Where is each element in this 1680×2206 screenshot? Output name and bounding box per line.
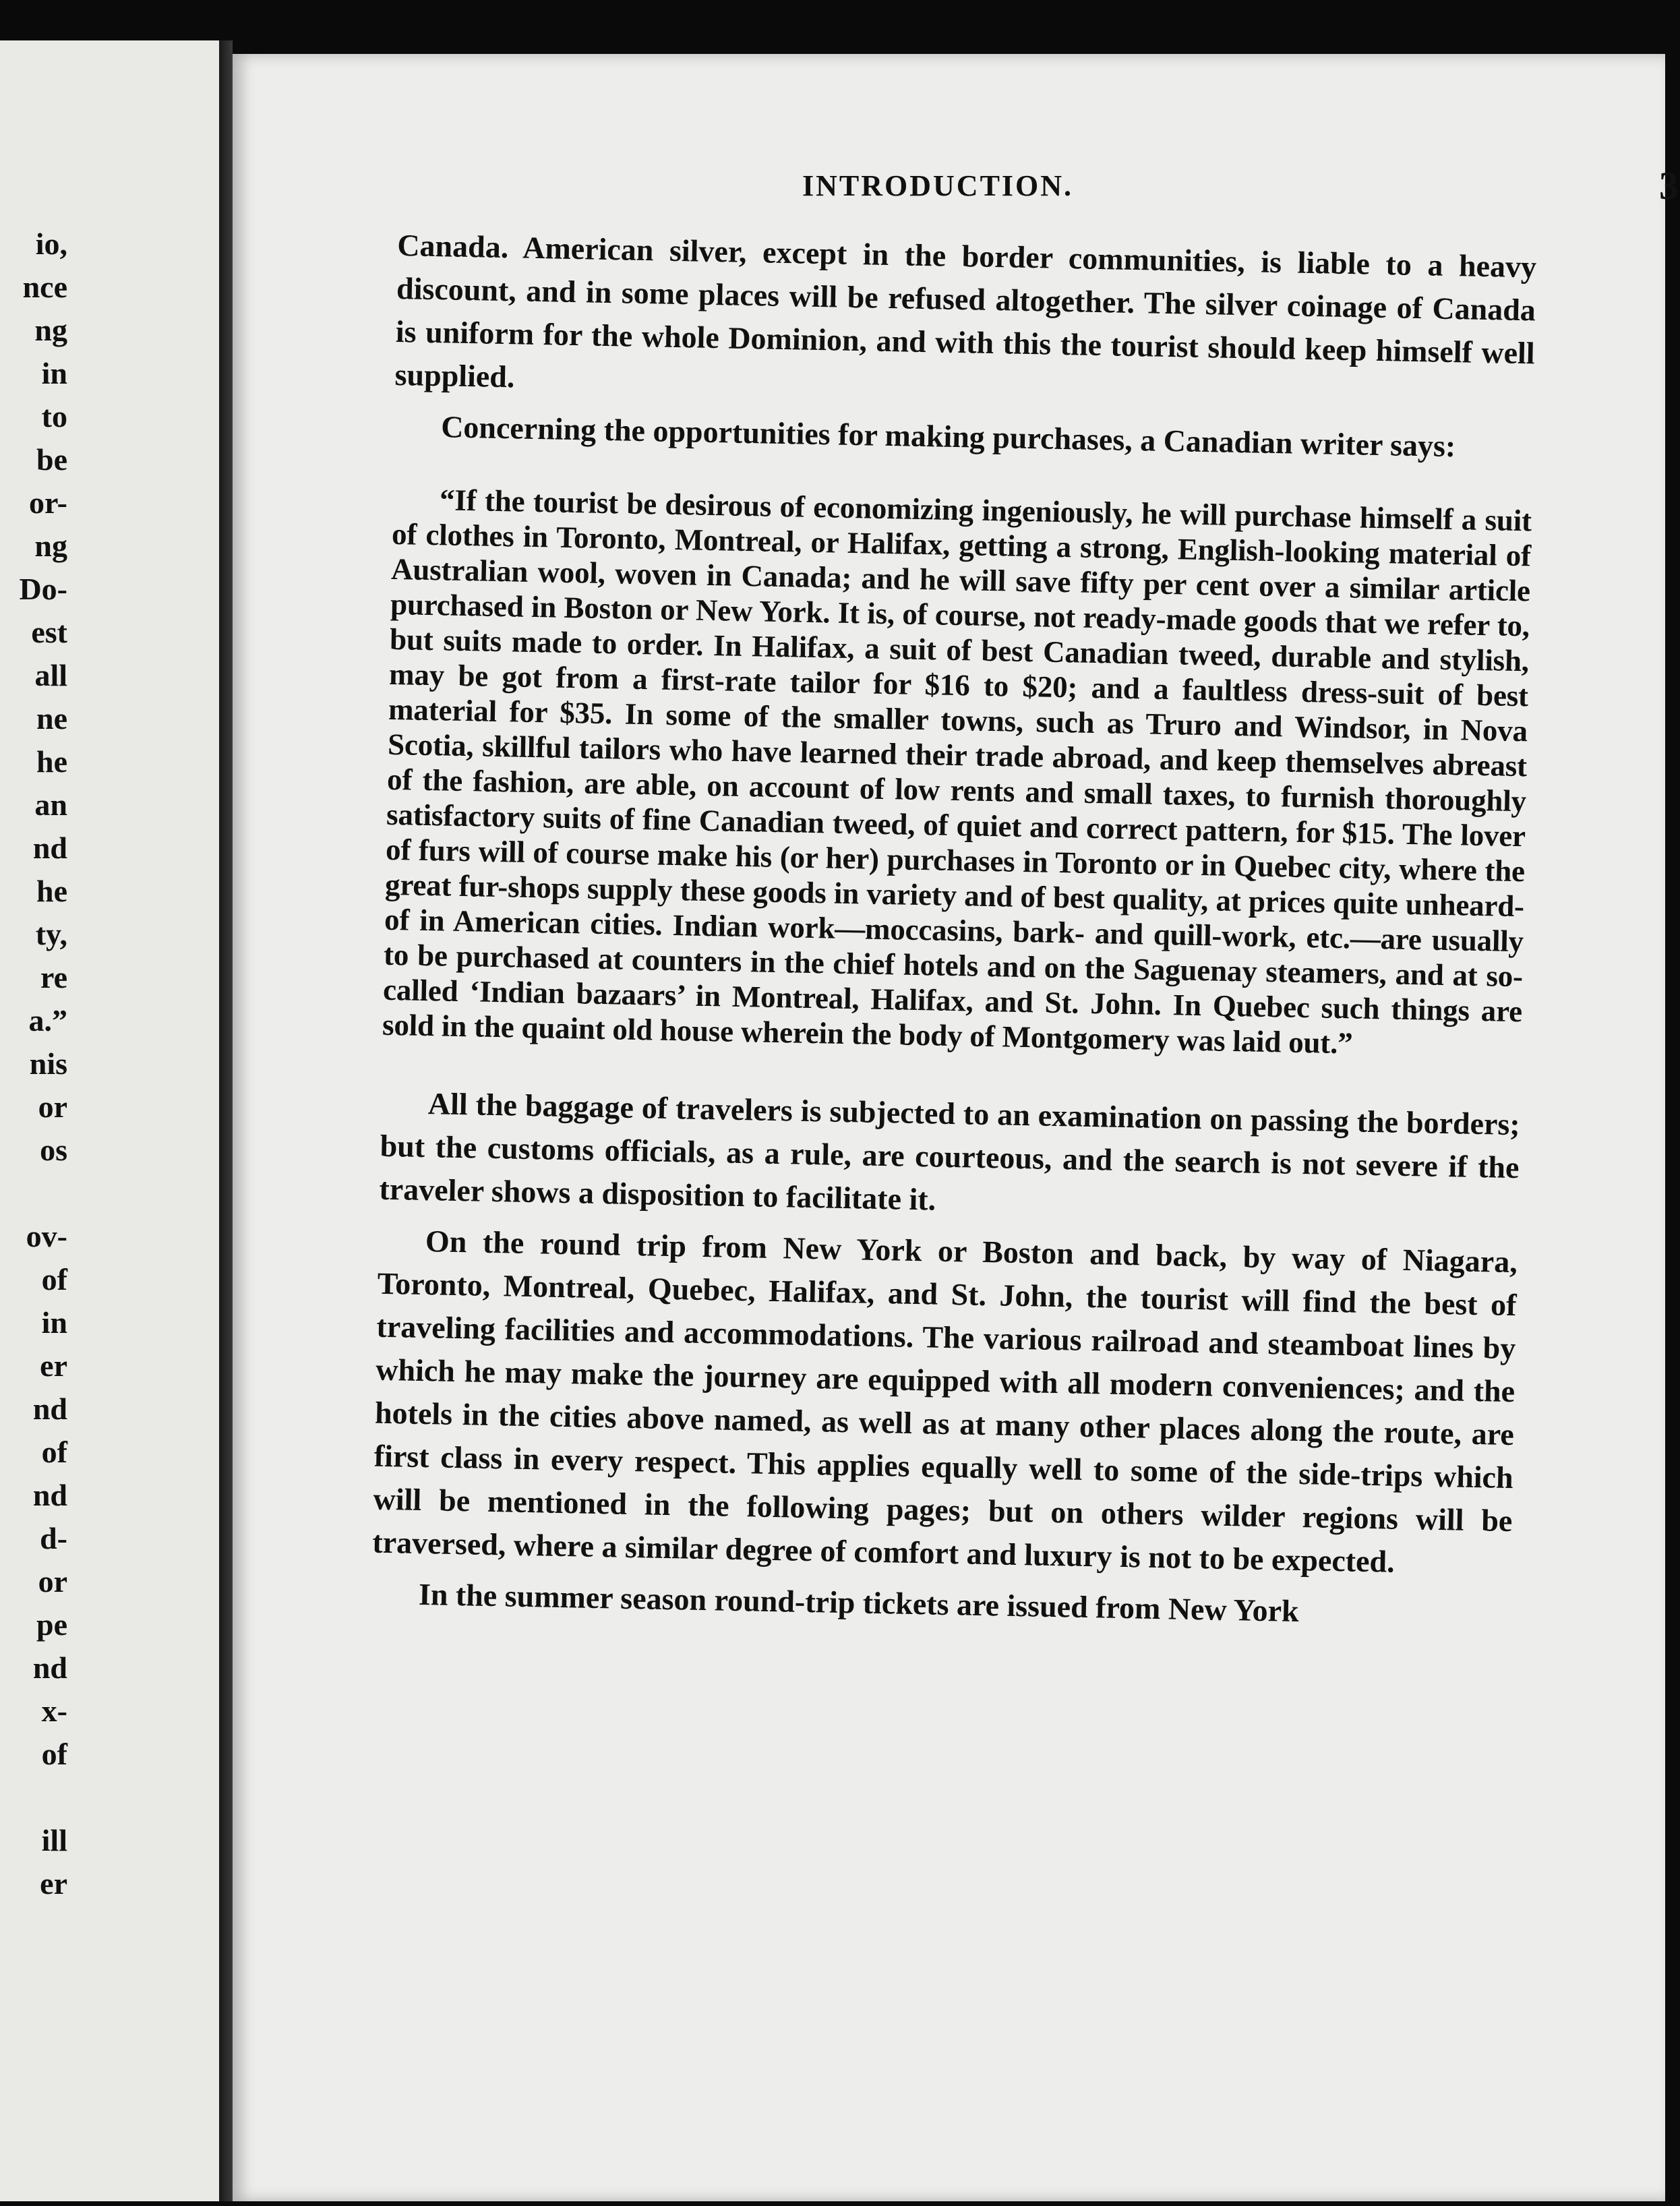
left-page-line-fragments [0, 222, 67, 1905]
left-fragment: an [34, 787, 67, 822]
page-number: 3 [1659, 164, 1679, 208]
left-fragment: Do- [19, 572, 67, 606]
main-page [233, 54, 1679, 2201]
left-fragment: a.” [28, 1003, 67, 1038]
book-spine-shadow [219, 40, 233, 2201]
left-fragment: est [31, 615, 67, 649]
paragraph-round-trip: On the round trip from New York or Boston and back, by way of Niagara, Toronto, Montreal, Quebec, Halifax, and St. John, the tourist will find the best of traveling facilities and accommodations. The various railroad and steamboat lines by which he may make the journey are equipped with all modern conveniences; and the hotels in the cities above named, as well as at many other places along the route, are first class in every respect. This applies equally well to some of the side-trips which will be mentioned in the following pages; but on others wilder regions will be traversed, where a similar degree of comfort and luxury is not to be expected. [371, 1224, 1518, 1579]
left-fragment: er [40, 1866, 67, 1901]
paragraph-silver-currency: Canada. American silver, except in the border communities, is liable to a heavy discount, and in some places will be refused altogether. The silver coinage of Canada is uniform for the whole Dominion, and with this the tourist should keep himself well supplied. [394, 227, 1537, 394]
left-fragment: os [40, 1133, 67, 1167]
left-fragment: d- [40, 1521, 67, 1555]
paragraph-baggage: All the baggage of travelers is subjected to an examination on passing the borders; but the customs officials, as a rule, are courteous, and the search is not severe if the traveler shows a disposition to facilitate it. [379, 1086, 1521, 1217]
left-fragment: nce [22, 270, 67, 304]
left-fragment: ne [36, 701, 67, 736]
left-fragment: or [38, 1564, 67, 1599]
left-fragment: nd [32, 1392, 67, 1426]
left-fragment: of [41, 1262, 67, 1296]
left-fragment: x- [41, 1694, 67, 1728]
running-head-title: INTRODUCTION. [802, 169, 1074, 202]
left-fragment-gap [0, 1172, 67, 1215]
paragraph-purchases-intro: Concerning the opportunities for making purchases, a Canadian writer says: [440, 409, 1456, 464]
left-fragment: ov- [26, 1219, 67, 1253]
left-fragment: ng [34, 313, 67, 347]
left-fragment: er [40, 1348, 67, 1383]
paragraph-summer-tickets: In the summer season round-trip tickets are issued from New York [418, 1576, 1300, 1629]
left-fragment: re [40, 960, 67, 994]
left-fragment: nd [32, 1478, 67, 1512]
left-fragment-gap [0, 1776, 67, 1819]
left-fragment: nd [32, 1650, 67, 1685]
left-fragment: nd [32, 831, 67, 865]
left-fragment: in [41, 1305, 67, 1340]
left-fragment: all [34, 658, 67, 692]
left-facing-page [0, 40, 223, 2201]
left-fragment: ty, [35, 917, 67, 951]
block-quote-canadian-writer: “If the tourist be desirous of economizing ingeniously, he will purchase himself a suit of clothes in Toronto, Montreal, or Halifax, getting a strong, English-looking material of Australian wool, woven in Canada; and he will save fifty per cent over a similar article purchased in Boston or New York. It is, of course, not ready-made goods that we refer to, but suits made to order. In Halifax, a suit of best Canadian tweed, durable and stylish, may be got from a first-rate tailor for $16 to $20; and a faultless dress-suit of best material for $35. In some of the smaller towns, such as Truro and Windsor, in Nova Scotia, skillful tailors who have learned their trade abroad, and keep themselves abreast of the fashion, are able, on account of low rents and small taxes, to furnish thoroughly satisfactory suits of fine Canadian tweed, of quiet and correct pattern, for $15. The lover of furs will of course make his (or her) purchases in Toronto or in Quebec city, where the great fur-shops supply these goods in variety and of best quality, at prices quite unheard-of in American cities. Indian work—moccasins, bark- and quill-work, etc.—are usually to be purchased at counters in the chief hotels and on the Saguenay steamers, and at so-called ‘Indian bazaars’ in Montreal, Halifax, and St. John. In Quebec such things are sold in the quaint old house wherein the body of Montgomery was laid out.” [382, 483, 1532, 1061]
left-fragment: to [41, 399, 67, 434]
left-fragment: he [36, 874, 67, 908]
left-fragment: nis [29, 1046, 67, 1081]
left-fragment: in [41, 356, 67, 390]
left-fragment: of [41, 1737, 67, 1771]
left-fragment: of [41, 1435, 67, 1469]
page-body [371, 224, 1537, 1645]
left-fragment: ng [34, 529, 67, 563]
left-fragment: io, [35, 227, 67, 261]
left-fragment: ill [41, 1823, 67, 1857]
left-fragment: or- [28, 485, 67, 520]
left-fragment: he [36, 744, 67, 779]
left-fragment: be [36, 442, 67, 477]
left-fragment: pe [36, 1607, 67, 1642]
running-head [802, 164, 1679, 222]
left-fragment: or [38, 1090, 67, 1124]
